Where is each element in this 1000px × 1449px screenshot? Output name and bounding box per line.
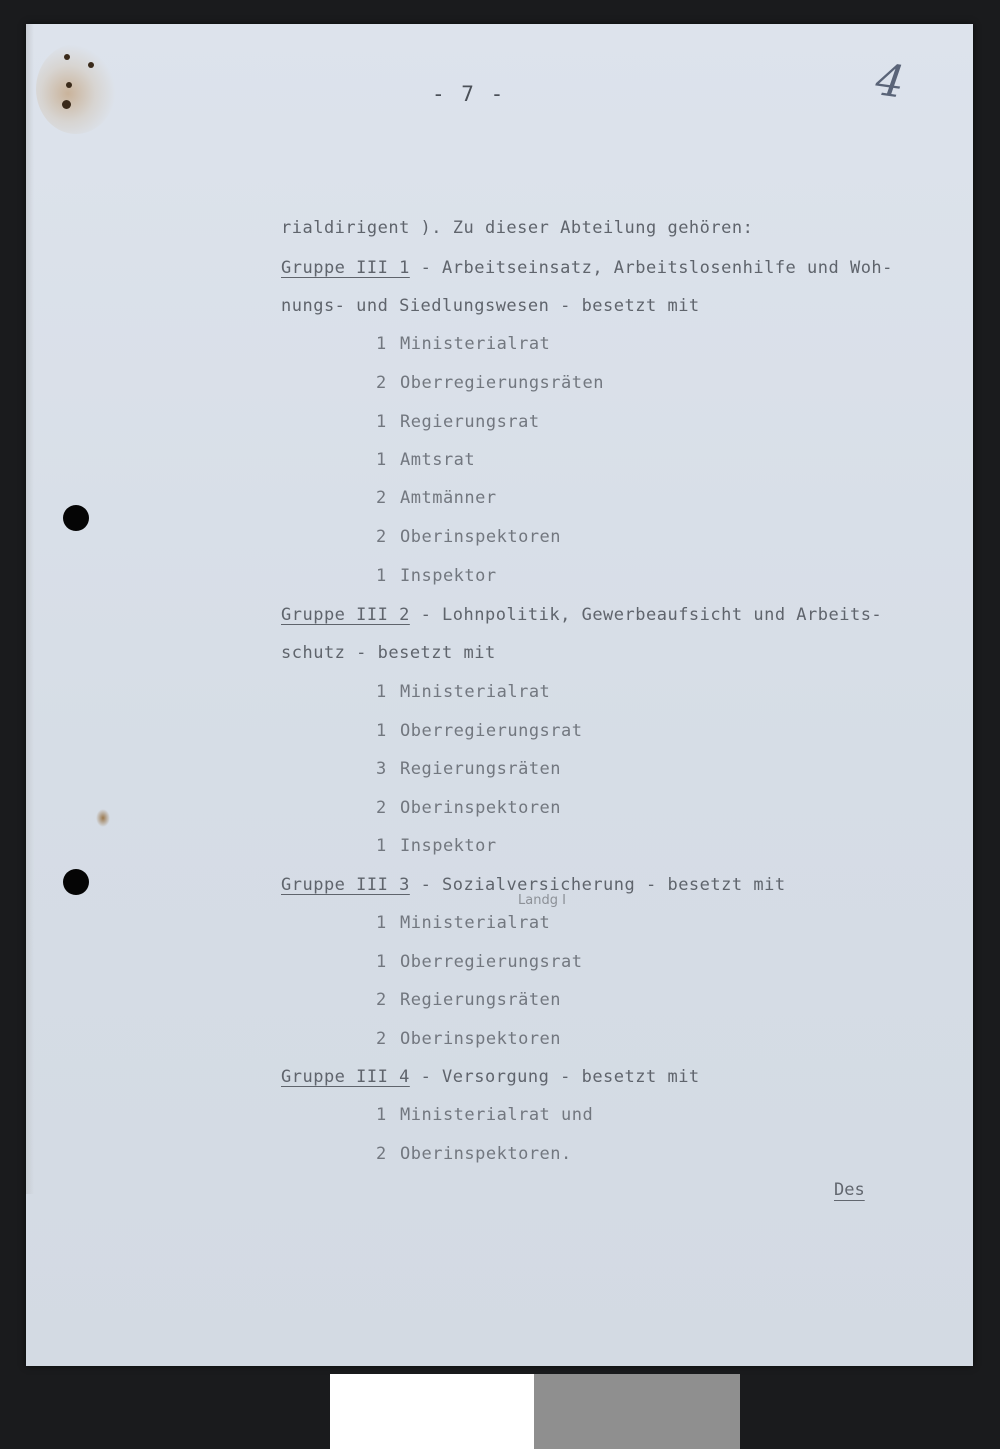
staff-row: [376, 373, 604, 393]
staff-title: Oberinspektoren.: [400, 1144, 572, 1164]
staff-row: [376, 412, 540, 432]
group-description: - Arbeitseinsatz, Arbeitslosenhilfe und Woh-: [409, 258, 893, 278]
pencil-annotation: Landg I: [518, 893, 566, 908]
staff-count: 1: [376, 952, 387, 972]
staff-row: [376, 334, 550, 354]
stain-mark: [96, 809, 110, 827]
staple-mark: [64, 54, 70, 60]
staff-title: Amtsrat: [400, 450, 476, 470]
staff-count: 1: [376, 682, 387, 702]
staple-mark: [62, 100, 71, 109]
staff-count: 2: [376, 798, 387, 818]
staff-row: [376, 527, 561, 547]
calibration-white-patch: [330, 1374, 534, 1449]
staff-count: 1: [376, 1105, 387, 1125]
staff-row: [376, 952, 583, 972]
staff-title: Ministerialrat: [400, 334, 551, 354]
staff-row: [376, 798, 561, 818]
staff-title: Ministerialrat: [400, 682, 551, 702]
staff-row: [376, 1105, 593, 1125]
staff-title: Regierungsrat: [400, 412, 540, 432]
group-description: - Sozialversicherung - besetzt mit: [409, 875, 786, 895]
staff-title: Oberregierungsrat: [400, 952, 583, 972]
staff-title: Ministerialrat und: [400, 1105, 594, 1125]
staff-title: Oberinspektoren: [400, 1029, 562, 1049]
group-heading: [281, 875, 786, 895]
staff-count: 2: [376, 527, 387, 547]
staff-count: 2: [376, 373, 387, 393]
staff-title: Inspektor: [400, 836, 497, 856]
staff-row: [376, 759, 561, 779]
staff-count: 1: [376, 566, 387, 586]
staff-count: 1: [376, 721, 387, 741]
staff-row: [376, 1144, 572, 1164]
staff-title: Ministerialrat: [400, 913, 551, 933]
staff-row: [376, 721, 583, 741]
staff-title: Amtmänner: [400, 488, 497, 508]
staple-mark: [88, 62, 94, 68]
staff-count: 1: [376, 913, 387, 933]
group-description-cont: schutz - besetzt mit: [281, 643, 496, 663]
group-description: - Lohnpolitik, Gewerbeaufsicht und Arbeits-: [409, 605, 883, 625]
calibration-gray-patch: [534, 1374, 740, 1449]
staff-row: [376, 682, 550, 702]
staff-title: Oberregierungsrat: [400, 721, 583, 741]
intro-line: rialdirigent ). Zu dieser Abteilung gehören:: [281, 218, 754, 238]
staff-title: Oberregierungsräten: [400, 373, 604, 393]
staff-title: Regierungsräten: [400, 759, 562, 779]
staff-row: [376, 836, 497, 856]
group-description-cont: nungs- und Siedlungswesen - besetzt mit: [281, 296, 700, 316]
staff-row: [376, 488, 497, 508]
staff-count: 1: [376, 334, 387, 354]
page-number: - 7 -: [432, 82, 506, 106]
staff-row: [376, 990, 561, 1010]
staff-row: [376, 566, 497, 586]
staff-title: Oberinspektoren: [400, 798, 562, 818]
group-label: Gruppe III 1: [281, 258, 410, 278]
group-description: - Versorgung - besetzt mit: [409, 1067, 700, 1087]
staff-count: 1: [376, 412, 387, 432]
staff-title: Inspektor: [400, 566, 497, 586]
staff-row: [376, 450, 475, 470]
staff-count: 2: [376, 990, 387, 1010]
staple-mark: [66, 82, 72, 88]
punch-hole-top: [63, 505, 89, 531]
group-label: Gruppe III 2: [281, 605, 410, 625]
staff-count: 1: [376, 450, 387, 470]
group-heading: [281, 1067, 700, 1087]
staff-row: [376, 1029, 561, 1049]
staff-count: 2: [376, 488, 387, 508]
catchword: Des: [834, 1180, 865, 1200]
staff-title: Oberinspektoren: [400, 527, 562, 547]
staff-count: 2: [376, 1029, 387, 1049]
group-heading: [281, 258, 893, 278]
rust-stain: [36, 44, 116, 134]
group-heading: [281, 605, 882, 625]
staff-title: Regierungsräten: [400, 990, 562, 1010]
punch-hole-bottom: [63, 869, 89, 895]
folio-number: 4: [872, 54, 908, 109]
staff-count: 3: [376, 759, 387, 779]
group-label: Gruppe III 3: [281, 875, 410, 895]
staff-count: 2: [376, 1144, 387, 1164]
staff-count: 1: [376, 836, 387, 856]
group-label: Gruppe III 4: [281, 1067, 410, 1087]
staff-row: [376, 913, 550, 933]
